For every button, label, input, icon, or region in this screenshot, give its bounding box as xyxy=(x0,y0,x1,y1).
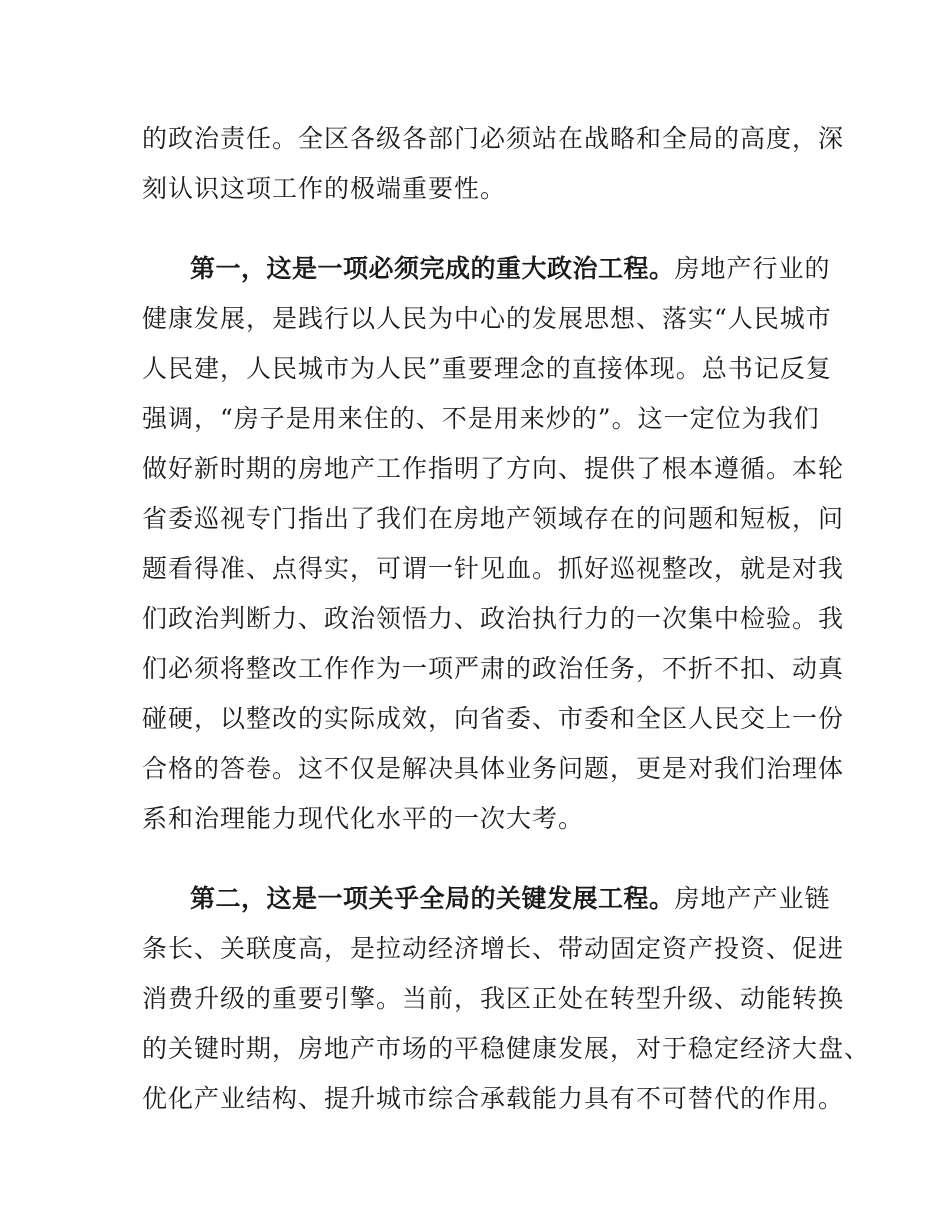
paragraph-spacer xyxy=(142,844,842,874)
text-line: 题看得准、点得实，可谓一针见血。抓好巡视整改，就是对我 xyxy=(142,554,845,583)
text-line: 省委巡视专门指出了我们在房地产领域存在的问题和短板，问 xyxy=(142,504,845,533)
text-line: 优化产业结构、提升城市综合承载能力具有不可替代的作用。 xyxy=(142,1084,845,1113)
paragraph-point-one xyxy=(142,244,845,844)
document-body xyxy=(142,114,871,1124)
point-two-heading: 第二，这是一项关乎全局的关键发展工程。 xyxy=(190,884,675,913)
point-one-lead-text: 房地产行业的 xyxy=(674,254,831,283)
text-line: 健康发展，是践行以人民为中心的发展思想、落实“人民城市 xyxy=(142,304,832,333)
point-one-heading: 第一，这是一项必须完成的重大政治工程。 xyxy=(190,254,675,283)
text-line: 系和治理能力现代化水平的一次大考。 xyxy=(142,804,585,833)
text-line: 条长、关联度高，是拉动经济增长、带动固定资产投资、促进 xyxy=(142,934,845,963)
text-line: 合格的答卷。这不仅是解决具体业务问题，更是对我们治理体 xyxy=(142,754,845,783)
text-line: 刻认识这项工作的极端重要性。 xyxy=(142,174,507,203)
text-line: 们必须将整改工作作为一项严肃的政治任务，不折不扣、动真 xyxy=(142,654,845,683)
text-line-lead xyxy=(142,874,842,924)
text-line: 碰硬，以整改的实际成效，向省委、市委和全区人民交上一份 xyxy=(142,704,845,733)
text-line-lead xyxy=(142,244,842,294)
text-line: 人民建，人民城市为人民”重要理念的直接体现。总书记反复 xyxy=(142,354,832,383)
paragraph-continuation xyxy=(142,114,845,214)
paragraph-point-two xyxy=(142,874,871,1124)
paragraph-spacer xyxy=(142,214,842,244)
text-line: 们政治判断力、政治领悟力、政治执行力的一次集中检验。我 xyxy=(142,604,845,633)
point-two-lead-text: 房地产产业链 xyxy=(674,884,831,913)
text-line: 的政治责任。全区各级各部门必须站在战略和全局的高度，深 xyxy=(142,124,845,153)
text-line: 的关键时期，房地产市场的平稳健康发展，对于稳定经济大盘、 xyxy=(142,1034,871,1063)
text-line: 做好新时期的房地产工作指明了方向、提供了根本遵循。本轮 xyxy=(142,454,845,483)
text-line: 强调，“房子是用来住的、不是用来炒的”。这一定位为我们 xyxy=(142,404,820,433)
text-line: 消费升级的重要引擎。当前，我区正处在转型升级、动能转换 xyxy=(142,984,845,1013)
